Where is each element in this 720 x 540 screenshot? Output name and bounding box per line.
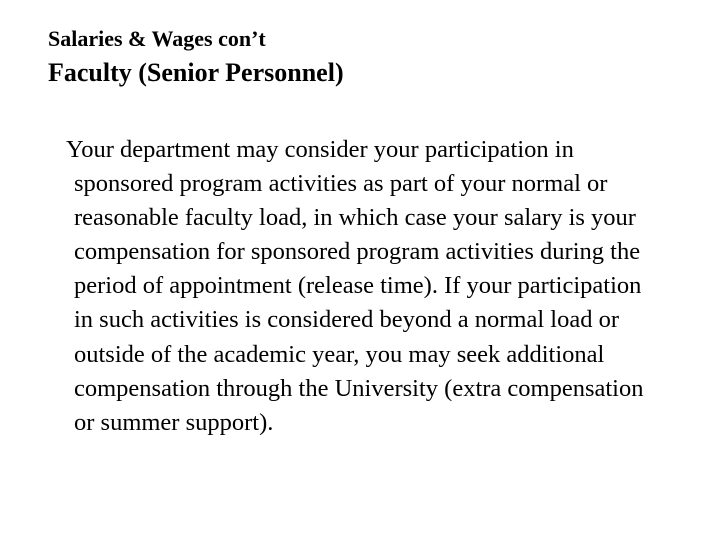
slide-subtitle: Salaries & Wages con’t <box>48 26 266 51</box>
body-paragraph: Your department may consider your participation in sponsored program activities as part of your normal or reasonable faculty load, in which case your salary is your compensation for sponsored program activities during the period of appointment (release time). If your participation in such activities is considered beyond a normal load or outside of the academic year, you may seek additional compensation through the University (extra compensation or summer support). <box>66 136 644 436</box>
slide-title: Faculty (Senior Personnel) <box>48 58 344 87</box>
